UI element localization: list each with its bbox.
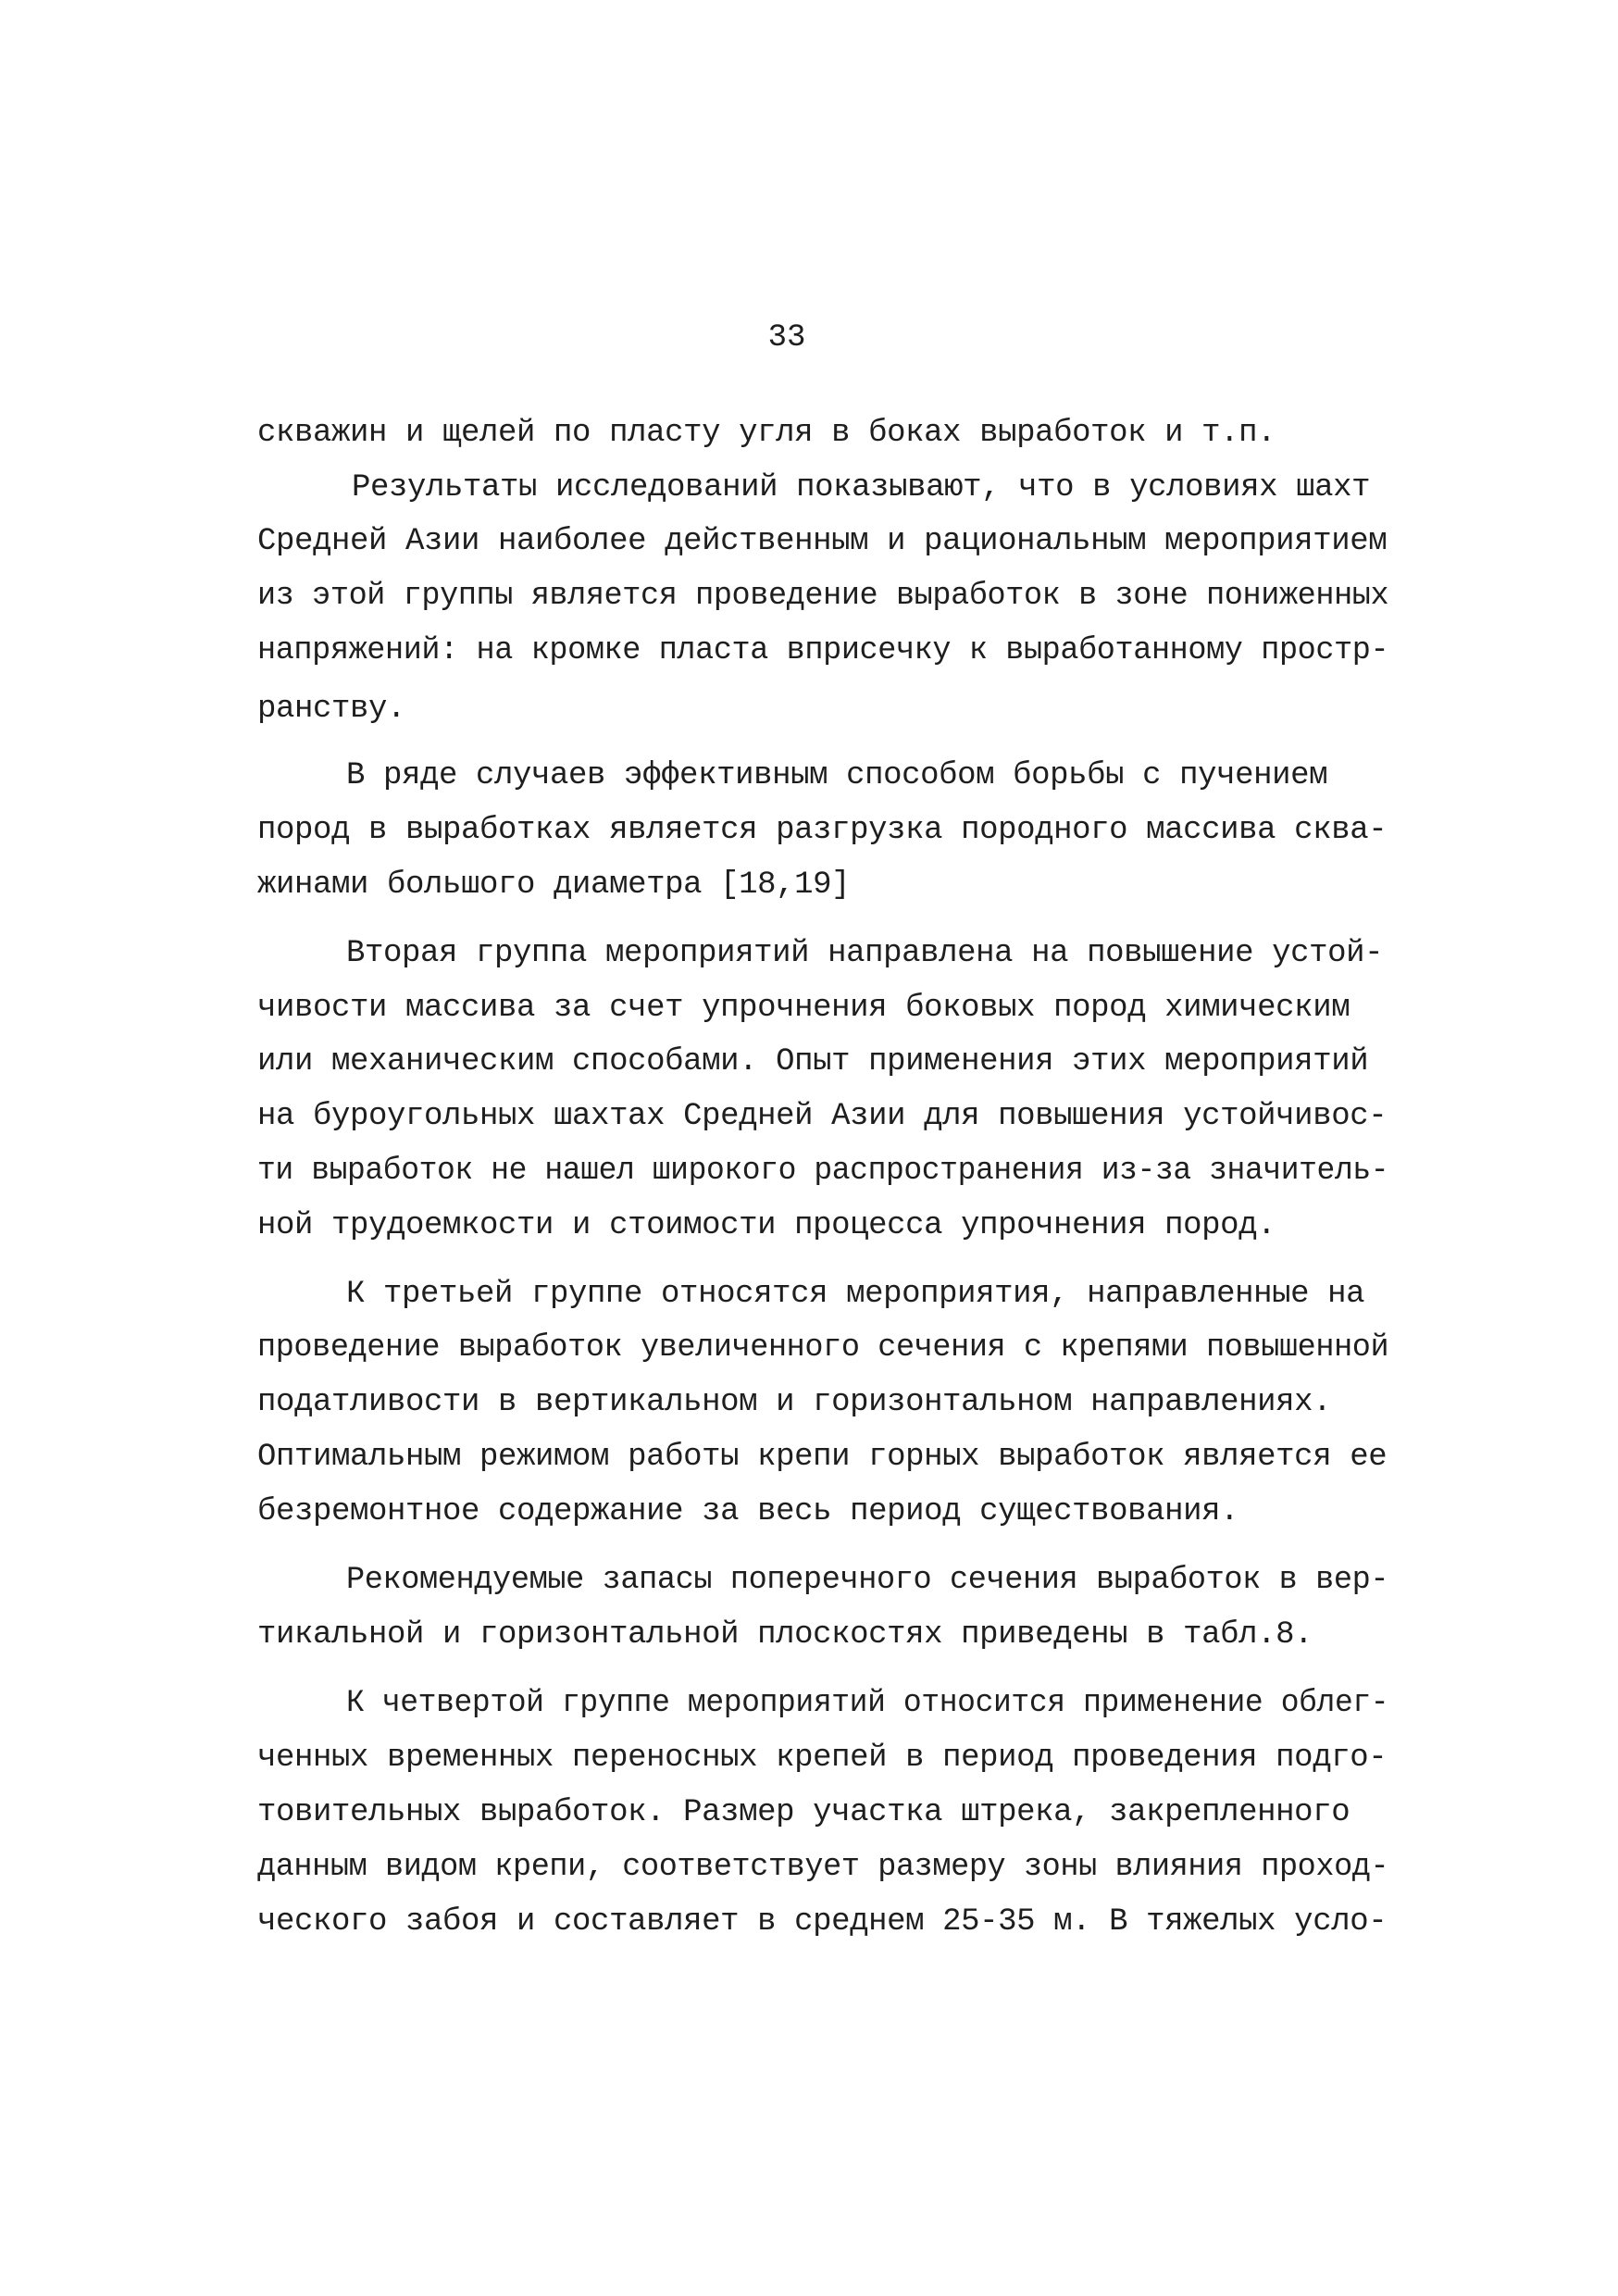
text-line: ной трудоемкости и стоимости процесса упрочнения пород. xyxy=(257,1208,1276,1243)
text-line: Вторая группа мероприятий направлена на повышение устой- xyxy=(346,936,1384,971)
text-line: на буроугольных шахтах Средней Азии для повышения устойчивос- xyxy=(257,1099,1388,1134)
text-line: ти выработок не нашел широкого распространения из-за значитель- xyxy=(257,1154,1389,1189)
text-line: Рекомендуемые запасы поперечного сечения выработок в вер- xyxy=(346,1563,1389,1598)
text-line: чивости массива за счет упрочнения боковых пород химическим xyxy=(257,991,1350,1026)
text-line: скважин и щелей по пласту угля в боках выработок и т.п. xyxy=(257,416,1276,451)
text-line: безремонтное содержание за весь период существования. xyxy=(257,1494,1239,1529)
page-number: 33 xyxy=(767,320,806,356)
text-line: пород в выработках является разгрузка породного массива сква- xyxy=(257,813,1388,848)
text-line: Результаты исследований показывают, что в условиях шахт xyxy=(352,470,1371,505)
text-line: Средней Азии наиболее действенным и рациональным мероприятием xyxy=(257,524,1388,559)
text-line: К третьей группе относятся мероприятия, направленные на xyxy=(346,1277,1365,1312)
text-line: напряжений: на кромке пласта вприсечку к выработанному простр- xyxy=(257,633,1389,668)
text-line: податливости в вертикальном и горизонтальном направлениях. xyxy=(257,1385,1332,1420)
text-line: товительных выработок. Размер участка штрека, закрепленного xyxy=(257,1795,1350,1830)
text-line: данным видом крепи, соответствует размеру зоны влияния проход- xyxy=(257,1850,1389,1885)
text-line: из этой группы является проведение выработок в зоне пониженных xyxy=(257,579,1389,614)
text-line: ченных временных переносных крепей в период проведения подго- xyxy=(257,1741,1388,1776)
text-line: ранству. xyxy=(257,692,406,727)
text-line: ческого забоя и составляет в среднем 25-35 м. В тяжелых усло- xyxy=(257,1904,1388,1940)
text-line: В ряде случаев эффективным способом борьбы с пучением xyxy=(346,758,1328,793)
text-line: жинами большого диаметра [18,19] xyxy=(257,867,851,903)
text-line: или механическим способами. Опыт применения этих мероприятий xyxy=(257,1044,1369,1079)
text-line: К четвертой группе мероприятий относится применение облег- xyxy=(346,1686,1389,1721)
text-line: проведение выработок увеличенного сечения с крепями повышенной xyxy=(257,1330,1389,1366)
text-line: Оптимальным режимом работы крепи горных выработок является ее xyxy=(257,1440,1388,1475)
text-line: тикальной и горизонтальной плоскостях приведены в табл.8. xyxy=(257,1617,1313,1653)
